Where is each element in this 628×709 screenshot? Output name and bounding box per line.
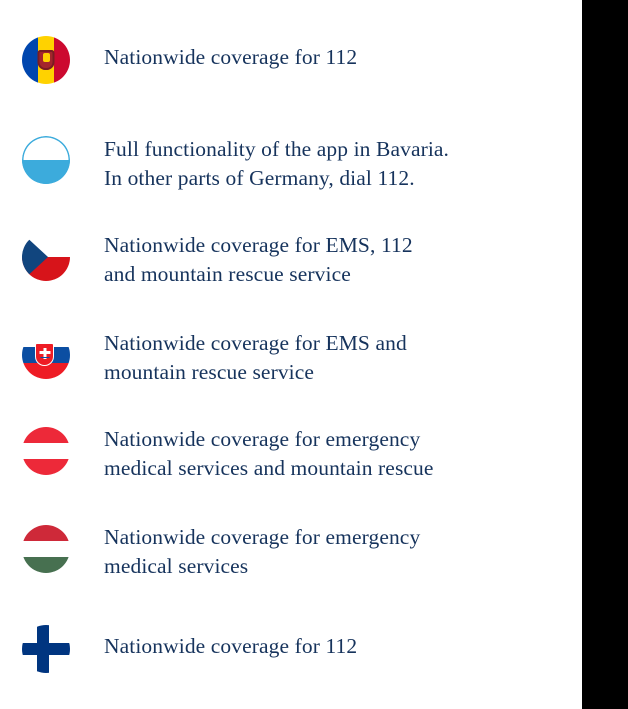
coverage-text — [104, 425, 582, 483]
austria-flag-icon — [22, 427, 70, 475]
list-item — [0, 34, 582, 84]
coverage-text-line: In other parts of Germany, dial 112. — [104, 166, 415, 190]
list-item — [0, 329, 582, 387]
flag-cell — [22, 134, 104, 184]
list-item — [0, 523, 582, 581]
coverage-text-line: Nationwide coverage for EMS, 112 — [104, 233, 413, 257]
list-item — [0, 425, 582, 483]
flag-cell — [22, 329, 104, 379]
coverage-text-line: Nationwide coverage for emergency — [104, 427, 421, 451]
bavaria-flag-icon — [22, 136, 70, 184]
moldova-flag-icon — [22, 36, 70, 84]
coverage-text — [104, 523, 582, 581]
flag-cell — [22, 34, 104, 84]
slovakia-flag-icon — [22, 331, 70, 379]
coverage-text-line: Nationwide coverage for 112 — [104, 45, 358, 69]
coverage-text — [104, 34, 582, 72]
flag-cell — [22, 523, 104, 573]
right-black-bar — [582, 0, 628, 709]
coverage-text — [104, 623, 582, 661]
coverage-text-line: Nationwide coverage for emergency — [104, 525, 421, 549]
flag-cell — [22, 425, 104, 475]
coverage-text-line: medical services and mountain rescue — [104, 456, 434, 480]
coverage-text-line: Nationwide coverage for 112 — [104, 634, 358, 658]
list-item — [0, 231, 582, 289]
finland-flag-icon — [22, 625, 70, 673]
coverage-text-line: and mountain rescue service — [104, 262, 351, 286]
flag-cell — [22, 623, 104, 673]
hungary-flag-icon — [22, 525, 70, 573]
coverage-text — [104, 134, 582, 193]
coverage-text-line: mountain rescue service — [104, 360, 315, 384]
czechia-flag-icon — [22, 233, 70, 281]
coverage-text — [104, 329, 582, 387]
list-item — [0, 623, 582, 673]
coverage-text-line: Nationwide coverage for EMS and — [104, 331, 407, 355]
coverage-text — [104, 231, 582, 289]
flag-cell — [22, 231, 104, 281]
coverage-text-line: Full functionality of the app in Bavaria. — [104, 137, 450, 161]
coverage-text-line: medical services — [104, 554, 249, 578]
list-item — [0, 134, 582, 193]
